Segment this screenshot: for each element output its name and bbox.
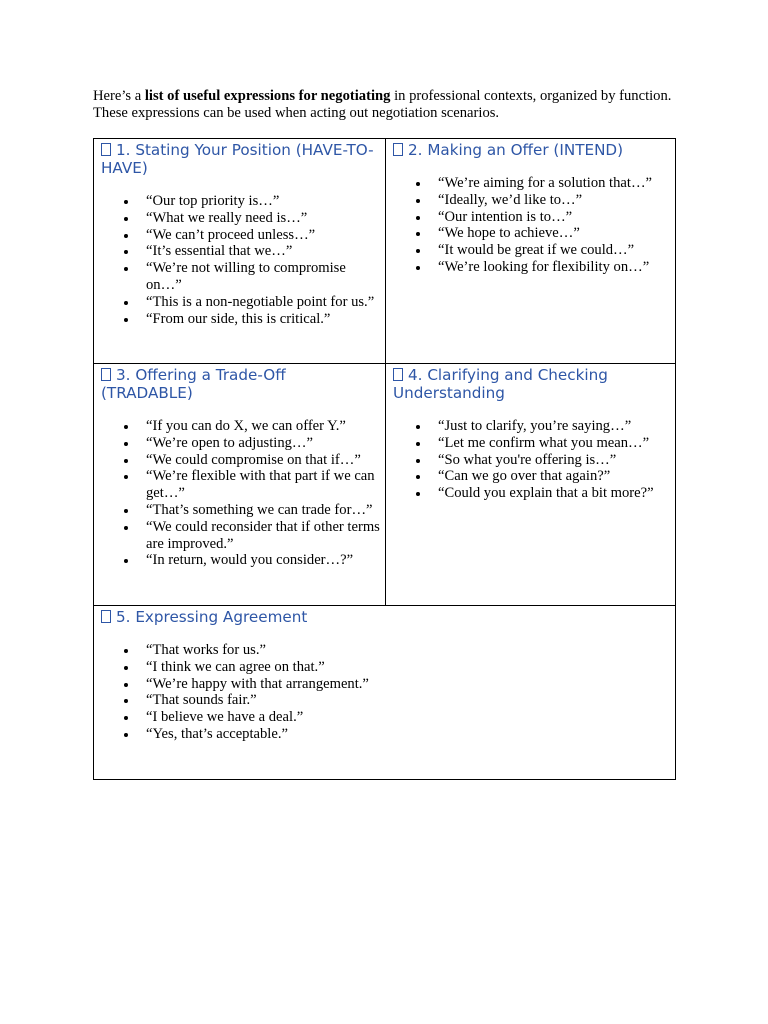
section-heading: [101, 366, 381, 402]
list-item: “Our intention is to…”: [438, 209, 671, 226]
intro-rest: in professional contexts, organized by function. These expressions can be used when acting out negotiation scenarios.: [93, 88, 672, 121]
list-item: “We could compromise on that if…”: [146, 452, 381, 469]
section-cell-5: [94, 606, 676, 780]
section-heading: [393, 141, 671, 159]
section-cell-1: [94, 139, 386, 364]
intro-paragraph: [93, 88, 683, 121]
list-item: “We’re aiming for a solution that…”: [438, 175, 671, 192]
phrase-list: [101, 418, 381, 569]
phrase-list: [393, 175, 671, 276]
table-row: [94, 364, 676, 606]
list-item: “We could reconsider that if other terms are improved.”: [146, 518, 380, 552]
intro-lead: Here’s a: [93, 88, 145, 104]
missing-glyph-icon: [393, 368, 403, 381]
section-heading: [101, 608, 671, 626]
section-heading: [393, 366, 671, 402]
list-item: “Could you explain that a bit more?”: [438, 485, 671, 502]
intro-bold-phrase: list of useful expressions for negotiating: [144, 88, 391, 104]
list-item: “It would be great if we could…”: [438, 242, 671, 259]
section-cell-3: [94, 364, 386, 606]
list-item: “Our top priority is…”: [146, 193, 381, 210]
list-item: “From our side, this is critical.”: [146, 311, 381, 328]
list-item: “I think we can agree on that.”: [146, 659, 671, 676]
list-item: “Yes, that’s acceptable.”: [146, 726, 671, 743]
section-cell-4: [386, 364, 676, 606]
list-item: “In return, would you consider…?”: [146, 552, 381, 569]
table-row: [94, 606, 676, 780]
section-heading-text: 2. Making an Offer (INTEND): [408, 141, 624, 159]
list-item: “What we really need is…”: [146, 210, 381, 227]
list-item: “We’re open to adjusting…”: [146, 435, 381, 452]
section-heading-text: 4. Clarifying and Checking Understanding: [393, 366, 608, 402]
phrase-list: [393, 418, 671, 502]
list-item: “Can we go over that again?”: [438, 468, 671, 485]
section-cell-2: [386, 139, 676, 364]
list-item: “We’re flexible with that part if we can get…”: [146, 468, 381, 502]
section-heading-text: 3. Offering a Trade-Off (TRADABLE): [101, 366, 286, 402]
phrase-list: [101, 193, 381, 327]
section-heading-text: 1. Stating Your Position (HAVE-TO-HAVE): [101, 141, 374, 177]
missing-glyph-icon: [101, 610, 111, 623]
section-heading-text: 5. Expressing Agreement: [116, 608, 308, 626]
list-item: “We’re not willing to compromise on…”: [146, 260, 381, 294]
list-item: “That sounds fair.”: [146, 692, 671, 709]
list-item: “Let me confirm what you mean…”: [438, 435, 671, 452]
list-item: “That works for us.”: [146, 642, 671, 659]
list-item: “This is a non-negotiable point for us.”: [146, 294, 381, 311]
list-item: “Ideally, we’d like to…”: [438, 192, 671, 209]
phrase-list: [101, 642, 671, 743]
list-item: “We’re happy with that arrangement.”: [146, 676, 671, 693]
expressions-table: [93, 138, 676, 780]
missing-glyph-icon: [393, 143, 403, 156]
list-item: “I believe we have a deal.”: [146, 709, 671, 726]
table-row: [94, 139, 676, 364]
list-item: “If you can do X, we can offer Y.”: [146, 418, 381, 435]
list-item: “We’re looking for flexibility on…”: [438, 259, 671, 276]
list-item: “We can’t proceed unless…”: [146, 227, 381, 244]
section-heading: [101, 141, 381, 177]
list-item: “So what you're offering is…”: [438, 452, 671, 469]
list-item: “That’s something we can trade for…”: [146, 502, 381, 519]
list-item: “Just to clarify, you’re saying…”: [438, 418, 671, 435]
missing-glyph-icon: [101, 368, 111, 381]
list-item: “We hope to achieve…”: [438, 225, 671, 242]
missing-glyph-icon: [101, 143, 111, 156]
list-item: “It’s essential that we…”: [146, 243, 381, 260]
